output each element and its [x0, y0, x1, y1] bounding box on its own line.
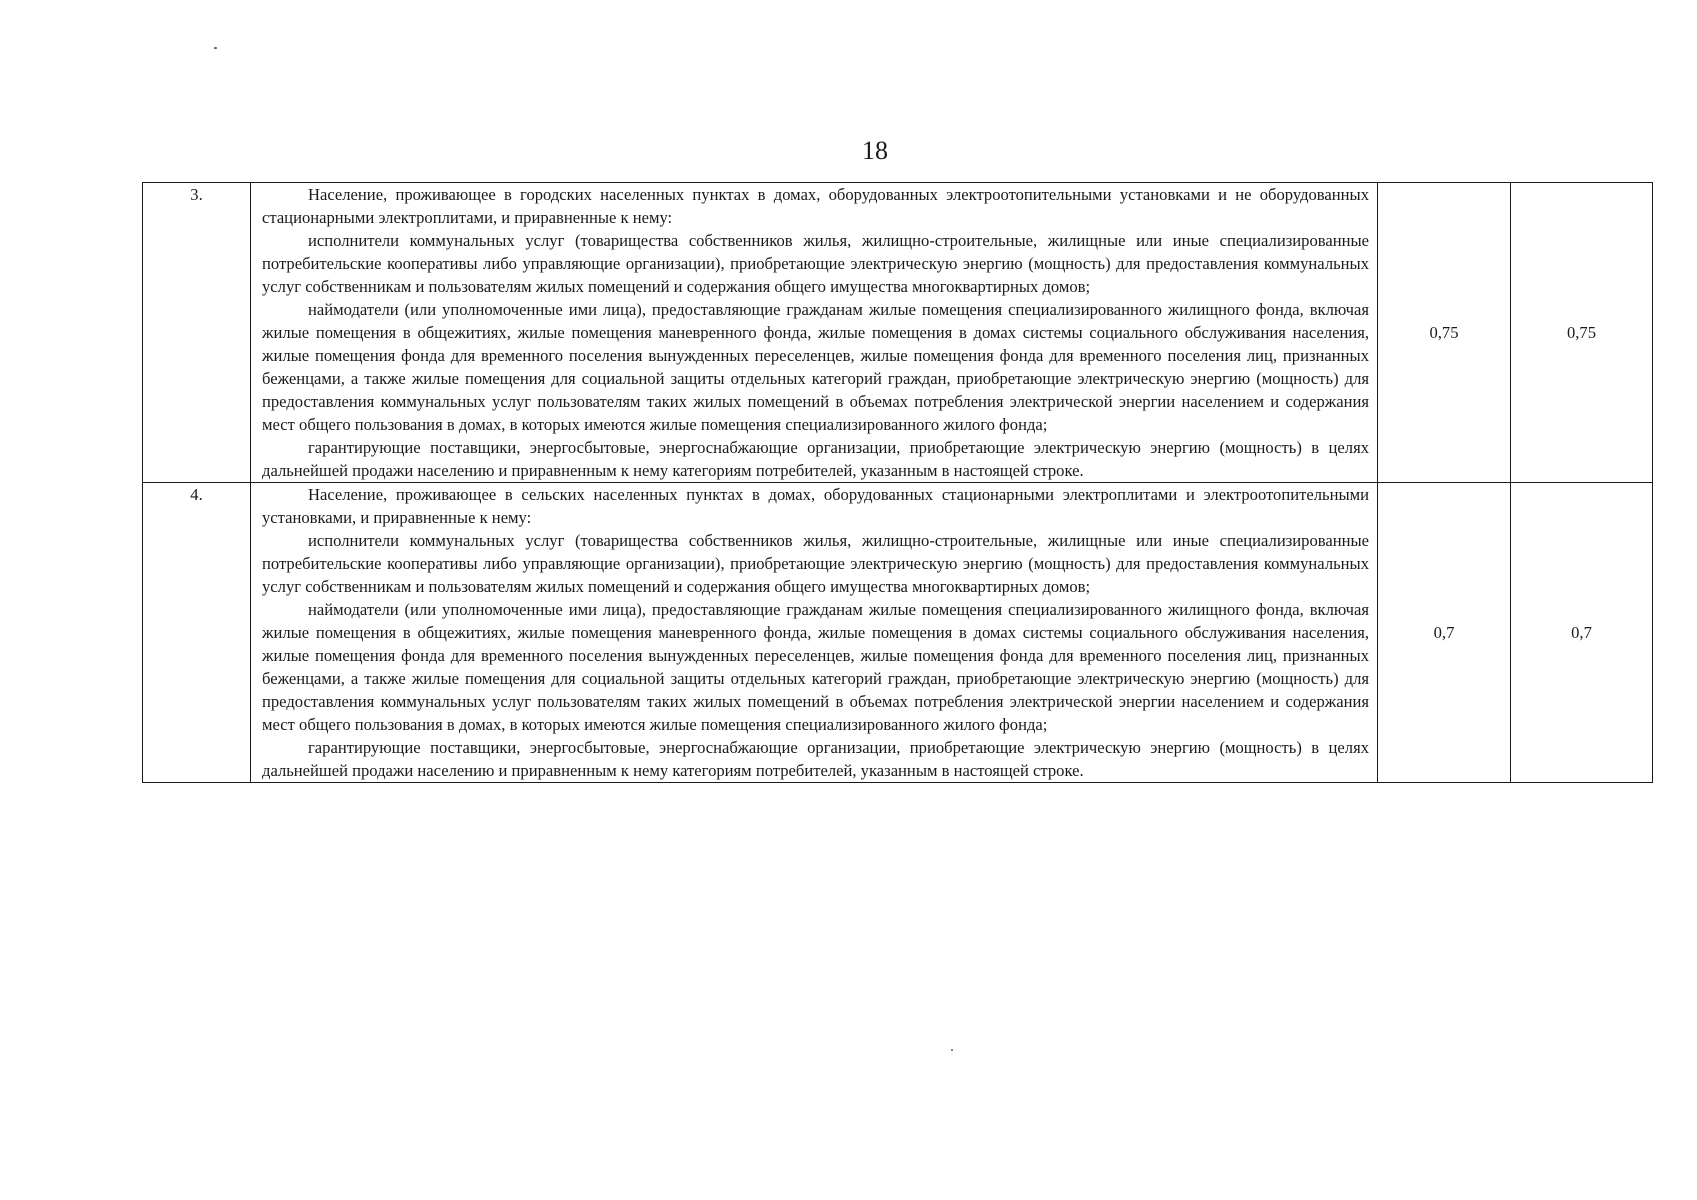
scan-speck	[951, 1049, 953, 1051]
paragraph: наймодатели (или уполномоченные ими лица), предоставляющие гражданам жилые помещения специализированного жилищного фонда, включая жилые помещения в общежитиях, жилые помещения маневренного фонда, жилые помещения в домах системы социального обслуживания населения, жилые помещения фонда для временного поселения вынужденных переселенцев, жилые помещения фонда для временного поселения лиц, признанных беженцами, а также жилые помещения для социальной защиты отдельных категорий граждан, приобретающие электрическую энергию (мощность) для предоставления коммунальных услуг пользователям таких жилых помещений в объемах потребления электрической энергии населением и содержания мест общего пользования в домах, в которых имеются жилые помещения специализированного жилого фонда;	[262, 300, 1369, 434]
coefficient-value-2: 0,75	[1511, 183, 1653, 483]
table-row-3	[143, 183, 1653, 483]
paragraph: исполнители коммунальных услуг (товарищества собственников жилья, жилищно-строительные, жилищные или иные специализированные потребительские кооперативы либо управляющие организации), приобретающие электрическую энергию (мощность) для предоставления коммунальных услуг собственникам и пользователям жилых помещений и содержания общего имущества многоквартирных домов;	[262, 231, 1369, 296]
paragraph: исполнители коммунальных услуг (товарищества собственников жилья, жилищно-строительные, жилищные или иные специализированные потребительские кооперативы либо управляющие организации), приобретающие электрическую энергию (мощность) для предоставления коммунальных услуг собственникам и пользователям жилых помещений и содержания общего имущества многоквартирных домов;	[262, 531, 1369, 596]
coefficient-value-1: 0,75	[1378, 183, 1511, 483]
paragraph: Население, проживающее в сельских населенных пунктах в домах, оборудованных стационарными электроплитами и электроотопительными установками, и приравненные к нему:	[262, 485, 1369, 527]
paragraph: гарантирующие поставщики, энергосбытовые, энергоснабжающие организации, приобретающие электрическую энергию (мощность) в целях дальнейшей продажи населению и приравненным к нему категориям потребителей, указанным в настоящей строке.	[262, 438, 1369, 480]
row-description	[251, 183, 1378, 483]
row-number: 4.	[143, 483, 251, 783]
paragraph: Население, проживающее в городских населенных пунктах в домах, оборудованных электроотопительными установками и не оборудованных стационарными электроплитами, и приравненные к нему:	[262, 185, 1369, 227]
scan-speck	[214, 47, 217, 49]
tariff-table	[142, 182, 1653, 783]
row-number: 3.	[143, 183, 251, 483]
coefficient-value-1: 0,7	[1378, 483, 1511, 783]
row-description	[251, 483, 1378, 783]
coefficient-value-2: 0,7	[1511, 483, 1653, 783]
table-row-4	[143, 483, 1653, 783]
paragraph: гарантирующие поставщики, энергосбытовые, энергоснабжающие организации, приобретающие электрическую энергию (мощность) в целях дальнейшей продажи населению и приравненным к нему категориям потребителей, указанным в настоящей строке.	[262, 738, 1369, 780]
paragraph: наймодатели (или уполномоченные ими лица), предоставляющие гражданам жилые помещения специализированного жилищного фонда, включая жилые помещения в общежитиях, жилые помещения маневренного фонда, жилые помещения в домах системы социального обслуживания населения, жилые помещения фонда для временного поселения вынужденных переселенцев, жилые помещения фонда для временного поселения лиц, признанных беженцами, а также жилые помещения для социальной защиты отдельных категорий граждан, приобретающие электрическую энергию (мощность) для предоставления коммунальных услуг пользователям таких жилых помещений в объемах потребления электрической энергии населением и содержания мест общего пользования в домах, в которых имеются жилые помещения специализированного жилого фонда;	[262, 600, 1369, 734]
page-number: 18	[862, 136, 888, 165]
